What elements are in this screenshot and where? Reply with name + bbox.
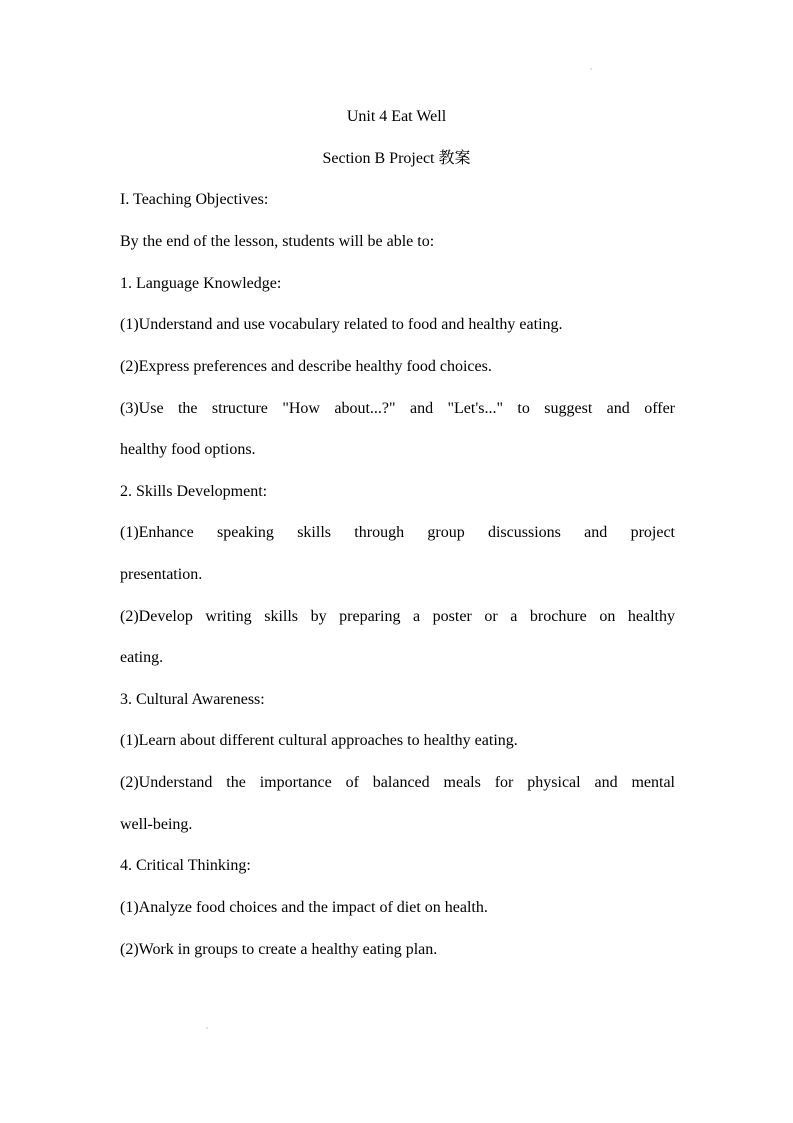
objective-heading-language: 1. Language Knowledge:	[120, 275, 282, 292]
objective-item: (1)Analyze food choices and the impact of diet on health.	[120, 899, 488, 916]
objective-item: (2)Express preferences and describe healthy food choices.	[120, 358, 492, 375]
objective-heading-critical: 4. Critical Thinking:	[120, 857, 251, 874]
section-heading-objectives: I. Teaching Objectives:	[120, 191, 269, 208]
objective-item: (2)Work in groups to create a healthy eating plan.	[120, 941, 438, 958]
document-subtitle: Section B Project 教案	[322, 150, 471, 167]
objective-item: (1)Learn about different cultural approaches to healthy eating.	[120, 732, 518, 749]
intro-sentence: By the end of the lesson, students will be able to:	[120, 233, 435, 250]
objective-item: (3)Use the structure "How about...?" and "Let's..." to suggest and offer	[120, 400, 675, 417]
objective-heading-cultural: 3. Cultural Awareness:	[120, 691, 265, 708]
objective-item: (2)Understand the importance of balanced meals for physical and mental	[120, 774, 675, 791]
objective-item-continuation: eating.	[120, 649, 164, 666]
objective-item-continuation: presentation.	[120, 566, 203, 583]
objective-item-continuation: healthy food options.	[120, 441, 256, 458]
objective-heading-skills: 2. Skills Development:	[120, 483, 268, 500]
scan-speck	[590, 68, 592, 70]
scan-speck	[206, 1027, 208, 1029]
objective-item: (1)Enhance speaking skills through group discussions and project	[120, 524, 675, 541]
document-title: Unit 4 Eat Well	[346, 108, 447, 125]
objective-item: (1)Understand and use vocabulary related to food and healthy eating.	[120, 316, 563, 333]
objective-item-continuation: well-being.	[120, 816, 193, 833]
objective-item: (2)Develop writing skills by preparing a poster or a brochure on healthy	[120, 608, 675, 625]
